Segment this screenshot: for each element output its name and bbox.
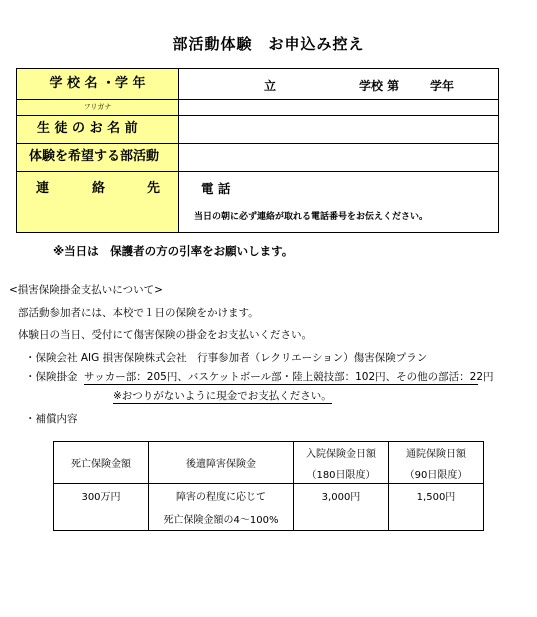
- value-hospital: 3,000円: [294, 484, 389, 531]
- insurance-heading: <損害保険掛金支払いについて>: [9, 284, 163, 296]
- contact-label-char-2: 絡: [92, 181, 106, 196]
- furigana-label: フリガナ: [17, 99, 179, 115]
- value-outpatient: 1,500円: [389, 484, 484, 531]
- school-grade-text: 学年: [430, 79, 455, 93]
- contact-label: [17, 171, 179, 232]
- contact-label-char-1: 連: [36, 181, 50, 196]
- premium-label: ・保険掛金: [25, 371, 78, 383]
- insurance-line-1: 部活動参加者には、本校で１日の保険をかけます。: [18, 307, 259, 319]
- header-outpatient: 通院保険日額 （90日限度）: [389, 442, 484, 484]
- coverage-table: [53, 441, 484, 531]
- page-title: 部活動体験 お申込み控え: [172, 35, 365, 53]
- insurance-company: ・保険会社 AIG 損害保険株式会社 行事参加者（レクリエーション）傷害保険プラン: [25, 352, 428, 364]
- table-header-row: [54, 442, 484, 484]
- student-name-label: 生 徒 の お 名 前: [17, 115, 179, 143]
- coverage-label: ・補償内容: [25, 413, 78, 425]
- premium-value: サッカー部：205円、バスケットボール部・陸上競技部：102円、その他の部活：22円: [84, 371, 494, 383]
- school-label: 学 校 名 ・学 年: [17, 69, 179, 99]
- value-disability: 障害の程度に応じて 死亡保険金額の4～100%: [149, 484, 294, 531]
- value-death: 300万円: [54, 484, 149, 531]
- school-dai-text: 学校 第: [359, 79, 400, 93]
- guardian-note: ※当日は 保護者の方の引率をお願いします。: [53, 244, 294, 258]
- contact-label-char-3: 先: [147, 181, 161, 196]
- phone-label: 電 話: [201, 181, 231, 196]
- header-hospital: 入院保険金日額 （180日限度）: [294, 442, 389, 484]
- row-divider: [17, 171, 498, 172]
- header-death: 死亡保険金額: [54, 442, 149, 484]
- premium-note: ※おつりがないように現金でお支払ください。: [113, 390, 332, 402]
- school-ritsu-text: 立: [264, 79, 277, 93]
- student-name-field[interactable]: [180, 116, 498, 143]
- club-label: 体験を希望する部活動: [17, 143, 179, 171]
- application-form: [16, 68, 499, 233]
- club-field[interactable]: [180, 144, 498, 171]
- insurance-line-2: 体験日の当日、受付にて傷害保険の掛金をお支払いください。: [18, 329, 312, 341]
- furigana-field[interactable]: [180, 100, 498, 115]
- phone-note: 当日の朝に必ず連絡が取れる電話番号をお伝えください。: [194, 212, 429, 222]
- header-disability: 後遺障害保険金: [149, 442, 294, 484]
- table-row: [54, 484, 484, 531]
